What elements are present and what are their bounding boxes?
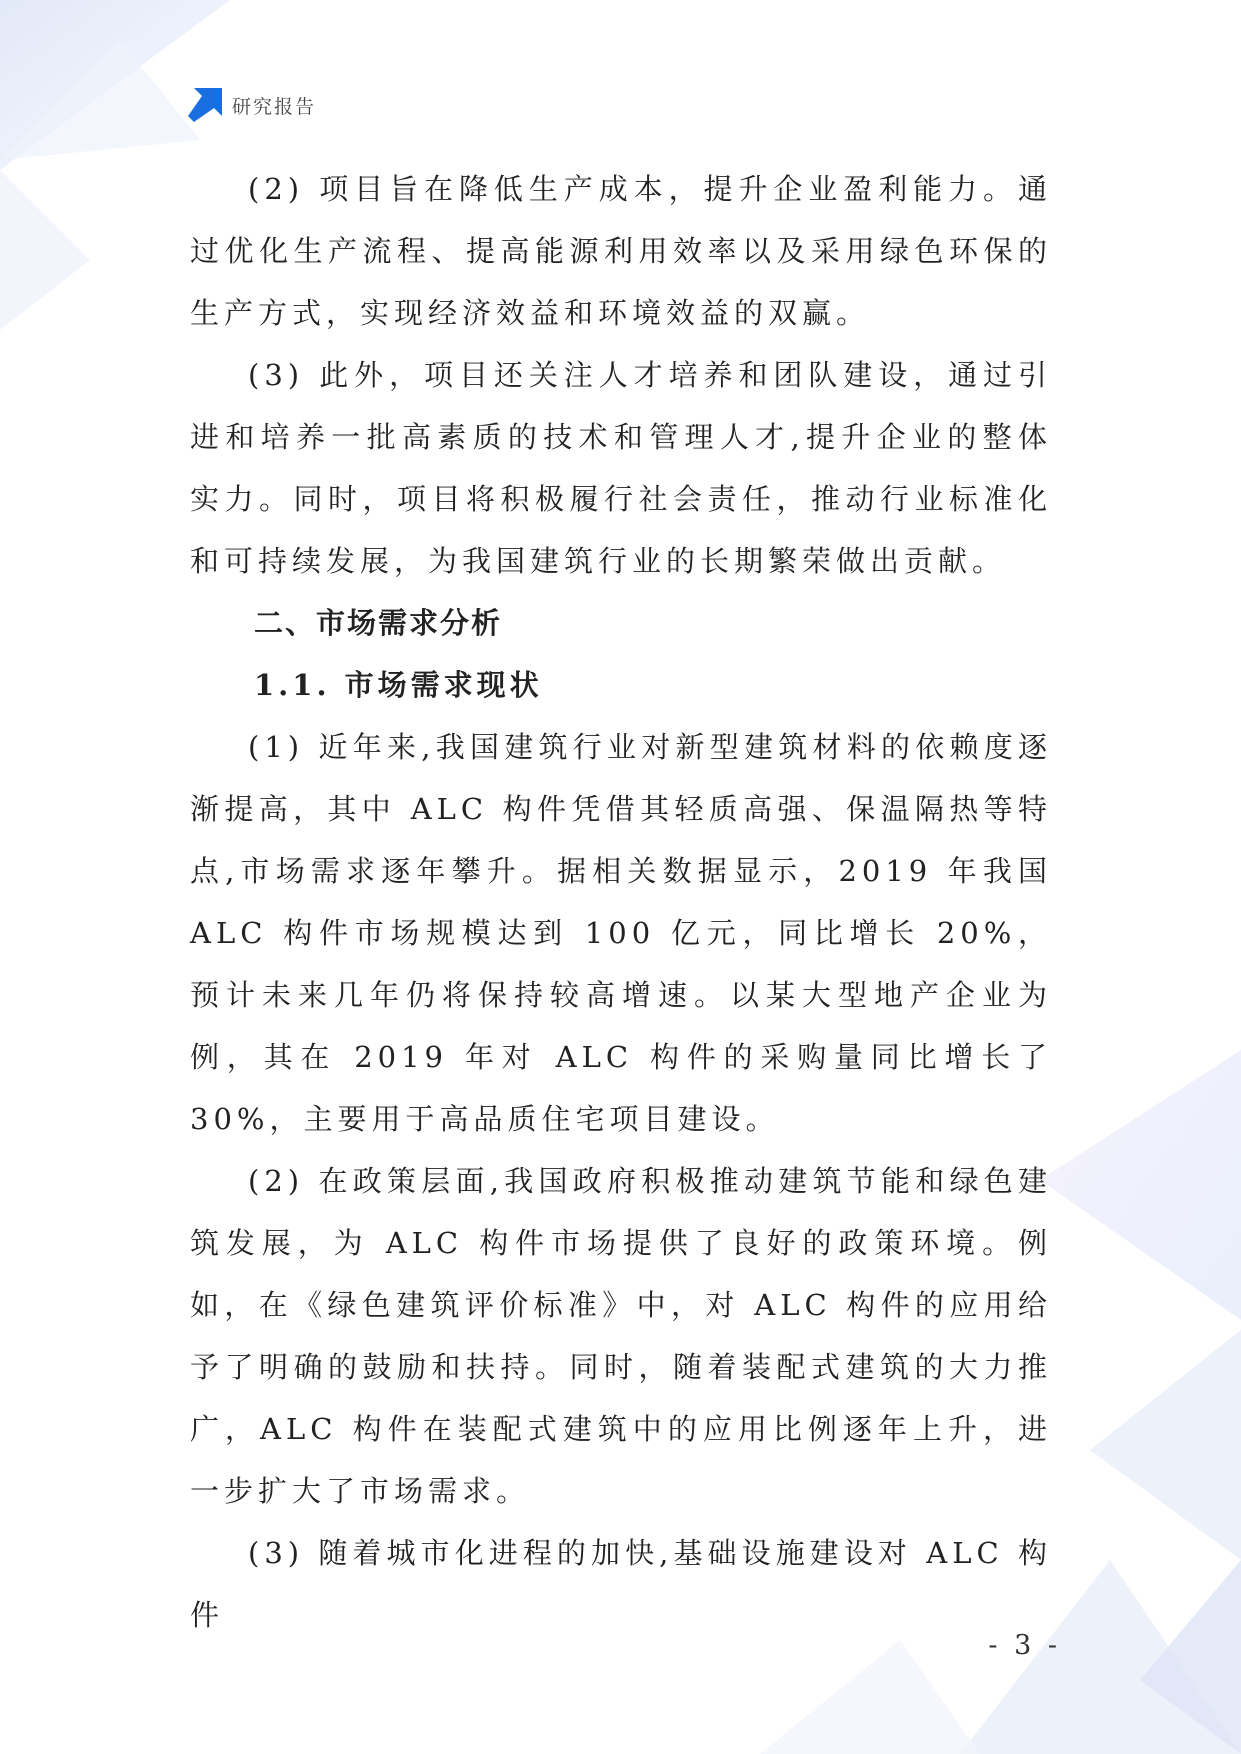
report-header [188, 88, 316, 122]
paragraph: (2) 在政策层面,我国政府积极推动建筑节能和绿色建筑发展，为 ALC 构件市场提供了良好的政策环境。例如，在《绿色建筑评价标准》中，对 ALC 构件的应用给予了明确的鼓励和扶持。同时，随着装配式建筑的大力推广，ALC 构件在装配式建筑中的应用比例逐年上升，进一步扩大了市场需求。 [190, 1164, 1052, 1508]
header-label: 研究报告 [232, 95, 317, 118]
document-body [190, 158, 1067, 1646]
paragraph: (2) 项目旨在降低生产成本，提升企业盈利能力。通过优化生产流程、提高能源利用效率以及采用绿色环保的生产方式，实现经济效益和环境效益的双赢。 [190, 172, 1052, 330]
section-heading: 二、市场需求分析 [254, 606, 503, 640]
paragraph: (3) 随着城市化进程的加快,基础设施建设对 ALC 构件 [190, 1536, 1052, 1632]
page-number: - 3 - [988, 1630, 1061, 1661]
arrow-up-right-logo-icon [188, 88, 222, 122]
paragraph: (1) 近年来,我国建筑行业对新型建筑材料的依赖度逐渐提高，其中 ALC 构件凭借其轻质高强、保温隔热等特点,市场需求逐年攀升。据相关数据显示，2019 年我国 ALC 构件市场规模达到 100 亿元，同比增长 20%，预计未来几年仍将保持较高增速。以某大型地产企业为例，其在 2019 年对 ALC 构件的采购量同比增长了 30%，主要用于高品质住宅项目建设。 [190, 730, 1067, 1136]
subsection-heading: 1.1. 市场需求现状 [254, 668, 543, 702]
paragraph: (3) 此外，项目还关注人才培养和团队建设，通过引进和培养一批高素质的技术和管理人才,提升企业的整体实力。同时，项目将积极履行社会责任，推动行业标准化和可持续发展，为我国建筑行业的长期繁荣做出贡献。 [190, 358, 1052, 578]
